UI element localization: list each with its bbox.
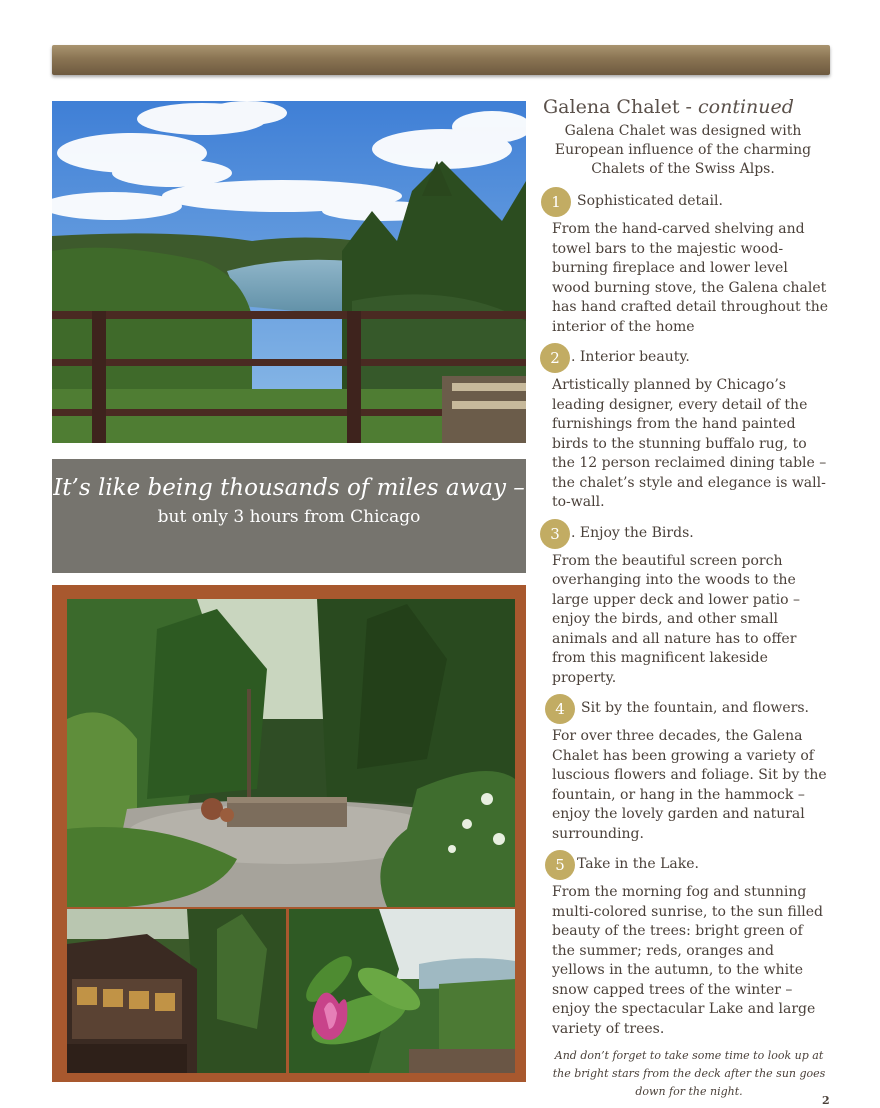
page-number: 2 bbox=[822, 1094, 830, 1107]
feature-3-heading bbox=[536, 519, 830, 549]
right-column bbox=[536, 96, 830, 1101]
feature-2-number-badge: 2 bbox=[540, 343, 570, 373]
feature-1-number-badge: 1 bbox=[541, 187, 571, 217]
feature-3-title: . Enjoy the Birds. bbox=[571, 524, 694, 541]
closing-note: And don’t forget to take some time to look up at the bright stars from the deck after the sun goes down for the night. bbox=[552, 1049, 826, 1098]
feature-4-heading bbox=[536, 694, 830, 724]
feature-4-number-badge: 4 bbox=[545, 694, 575, 724]
feature-3-body: From the beautiful screen porch overhanging into the woods to the large upper deck and lower patio – enjoy the birds, and other small animals and all nature has to offer from this magnificent lakeside property. bbox=[552, 552, 800, 686]
section-intro: Galena Chalet was designed with European influence of the charming Chalets of the Swiss Alps. bbox=[554, 123, 812, 177]
header-banner bbox=[52, 45, 830, 75]
feature-4-body: For over three decades, the Galena Chalet has been growing a variety of luscious flowers and foliage. Sit by the fountain, or hang in the hammock – enjoy the lovely garden and natural surrounding. bbox=[552, 728, 827, 842]
section-title bbox=[536, 96, 830, 118]
quote-sub: but only 3 hours from Chicago bbox=[157, 507, 421, 527]
feature-4-title: Sit by the fountain, and flowers. bbox=[581, 700, 809, 716]
section-title-text: Galena Chalet - bbox=[543, 96, 692, 118]
quote-box bbox=[52, 459, 526, 573]
feature-5-body: From the morning fog and stunning multi-colored sunrise, to the sun filled beauty of the trees: bright green of the summer; reds, oranges and yellows in the autumn, to the white snow capped trees of the winter – enjoy the spectacular Lake and large variety of trees. bbox=[552, 884, 824, 1037]
feature-1-title: Sophisticated detail. bbox=[577, 193, 723, 209]
chalet-exterior-photo bbox=[67, 909, 286, 1073]
magnolia-lake-photo bbox=[289, 909, 515, 1073]
patio-fountain-photo bbox=[67, 599, 515, 907]
feature-3-number-badge: 3 bbox=[540, 519, 570, 549]
feature-2-body: Artistically planned by Chicago’s leading designer, every detail of the furnishings from the hand painted birds to the stunning buffalo rug, to the 12 person reclaimed dining table – the chalet’s style and elegance is wall-to-wall. bbox=[552, 377, 827, 510]
feature-2-heading bbox=[536, 343, 830, 373]
section-title-continued: continued bbox=[698, 96, 794, 118]
feature-2-title: . Interior beauty. bbox=[571, 349, 690, 365]
quote-main: It’s like being thousands of miles away – bbox=[53, 475, 525, 501]
feature-5-title: Take in the Lake. bbox=[577, 856, 700, 872]
feature-5-heading bbox=[536, 850, 830, 880]
lake-view-photo bbox=[52, 101, 526, 443]
feature-1-heading bbox=[536, 187, 830, 217]
feature-5-number-badge: 5 bbox=[545, 850, 575, 880]
feature-1-body: From the hand-carved shelving and towel bars to the majestic wood-burning fireplace and lower level wood burning stove, the Galena chalet has hand crafted detail throughout the interior of the home bbox=[552, 221, 829, 335]
